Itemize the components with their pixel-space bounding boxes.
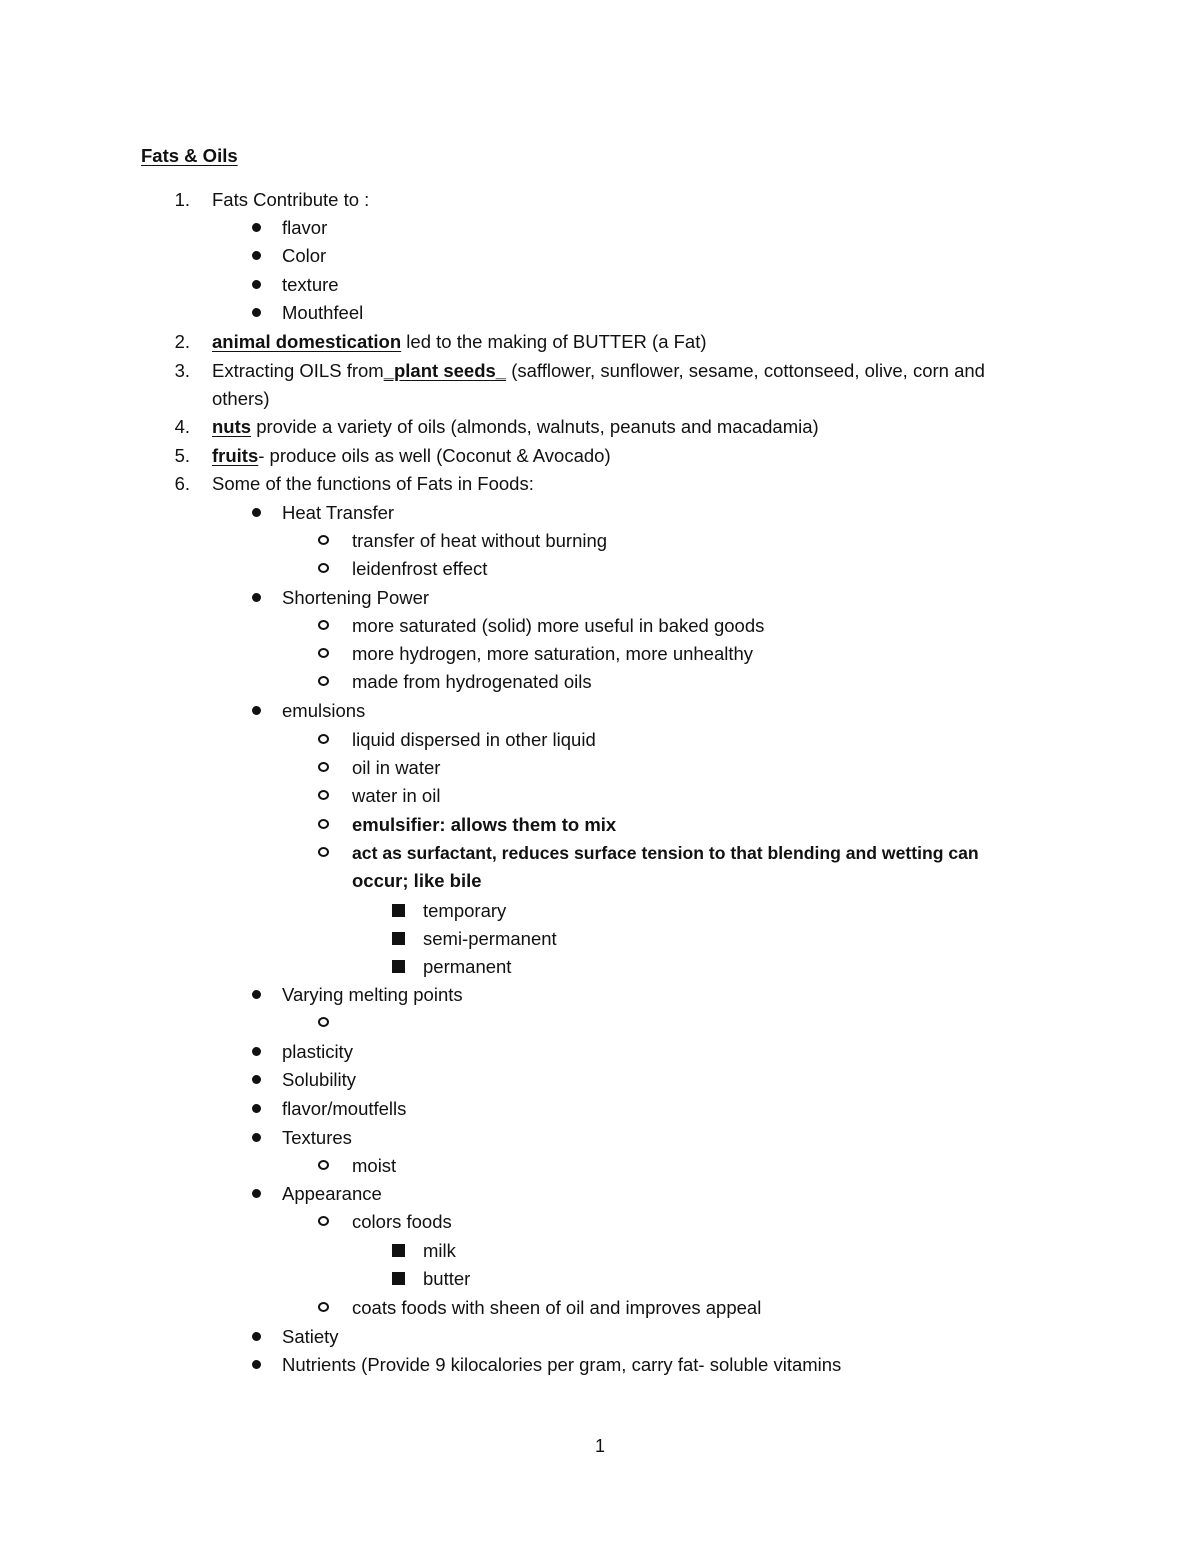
circle-bullet-icon [315,1208,331,1236]
square-bullet-icon [390,953,406,981]
circle-bullet-icon [315,782,331,810]
item-text: flavor/moutfells [282,1098,407,1119]
item-text: more saturated (solid) more useful in baked goods [352,615,765,636]
item-text: liquid dispersed in other liquid [352,729,596,750]
item-text: made from hydrogenated oils [352,671,592,692]
item-text: occur; like bile [352,870,482,891]
item-text: Shortening Power [282,587,430,608]
item-text: Mouthfeel [282,302,364,323]
item-term: fruits [212,445,259,466]
item-number: 1. [174,189,190,210]
circle-bullet-icon [315,811,331,839]
bullet-icon [248,499,264,527]
item-number: 6. [174,473,190,494]
bullet-icon [248,981,264,1009]
circle-bullet-icon [315,527,331,555]
bullet-icon [248,1351,264,1379]
bullet-icon [248,242,264,270]
item-text: semi-permanent [423,928,557,949]
item-text: leidenfrost effect [352,558,488,579]
bullet-icon [248,214,264,242]
item-text: permanent [423,956,512,977]
item-text: Appearance [282,1183,382,1204]
item-text: milk [423,1240,456,1261]
item-number: 4. [174,416,190,437]
page-number: 1 [594,1436,605,1456]
item-text: Nutrients (Provide 9 kilocalories per gram, carry fat- soluble vitamins [282,1354,842,1375]
bullet-icon [248,271,264,299]
item-text: plasticity [282,1041,353,1062]
circle-bullet-icon [315,555,331,583]
bullet-icon [248,1066,264,1094]
item-text: oil in water [352,757,441,778]
circle-bullet-icon [315,640,331,668]
bullet-icon [248,299,264,327]
item-term: nuts [212,416,252,437]
circle-bullet-icon [315,668,331,696]
item-number: 5. [174,445,190,466]
item-text: transfer of heat without burning [352,530,608,551]
item-text: coats foods with sheen of oil and improves appeal [352,1297,762,1318]
item-text: more hydrogen, more saturation, more unhealthy [352,643,754,664]
circle-bullet-icon [315,1009,331,1037]
item-text: Varying melting points [282,984,463,1005]
bullet-icon [248,1038,264,1066]
item-term: animal domestication [212,331,402,352]
item-text: others) [212,388,270,409]
square-bullet-icon [390,925,406,953]
item-text: act as surfactant, reduces surface tension to that blending and wetting can [352,843,979,863]
circle-bullet-icon [315,839,331,867]
circle-bullet-icon [315,1152,331,1180]
item-text: Heat Transfer [282,502,395,523]
item-text: emulsions [282,700,366,721]
item-text: Textures [282,1127,352,1148]
circle-bullet-icon [315,1294,331,1322]
item-text: texture [282,274,339,295]
bullet-icon [248,1124,264,1152]
square-bullet-icon [390,1237,406,1265]
item-number: 3. [174,360,190,381]
item-text: - produce oils as well (Coconut & Avocado) [258,445,611,466]
document-title: Fats & Oils [141,145,238,166]
item-text: led to the making of BUTTER (a Fat) [401,331,707,352]
item-text: Solubility [282,1069,357,1090]
item-text: temporary [423,900,507,921]
item-text: provide a variety of oils (almonds, walnuts, peanuts and macadamia) [251,416,819,437]
bullet-icon [248,697,264,725]
item-text: emulsifier: allows them to mix [352,814,617,835]
item-text: water in oil [352,785,441,806]
item-text: moist [352,1155,397,1176]
item-text: Color [282,245,327,266]
bullet-icon [248,1323,264,1351]
circle-bullet-icon [315,726,331,754]
item-number: 2. [174,331,190,352]
item-text: Extracting OILS from [212,360,384,381]
item-text: flavor [282,217,328,238]
item-text: colors foods [352,1211,452,1232]
circle-bullet-icon [315,612,331,640]
item-text: butter [423,1268,471,1289]
bullet-icon [248,1180,264,1208]
item-text: Fats Contribute to : [212,189,370,210]
item-text: Some of the functions of Fats in Foods: [212,473,534,494]
square-bullet-icon [390,897,406,925]
bullet-icon [248,584,264,612]
circle-bullet-icon [315,754,331,782]
item-text: (safflower, sunflower, sesame, cottonseed, olive, corn and [506,360,985,381]
item-text: Satiety [282,1326,339,1347]
square-bullet-icon [390,1265,406,1293]
bullet-icon [248,1095,264,1123]
item-term: _plant seeds_ [383,360,507,381]
